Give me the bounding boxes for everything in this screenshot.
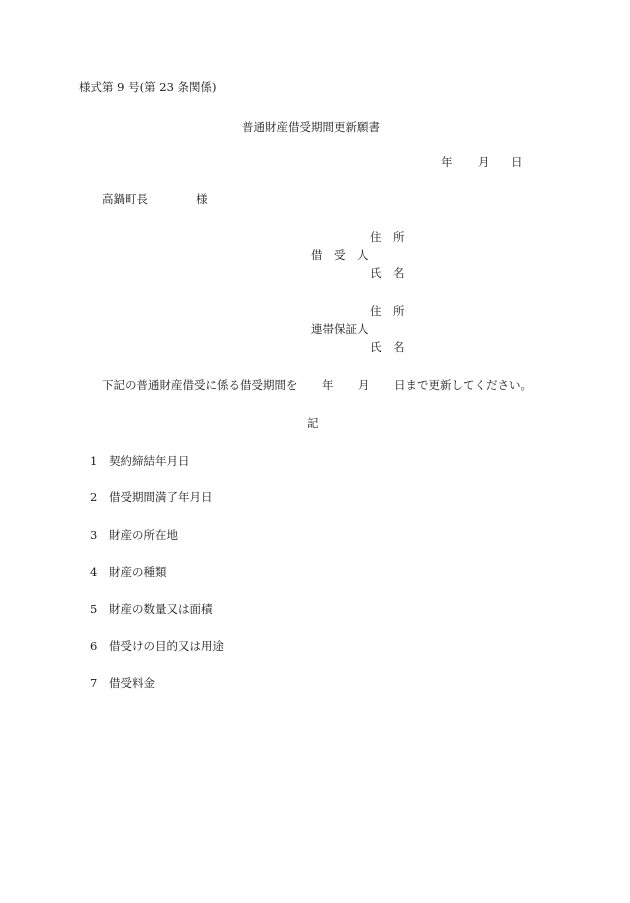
borrower-label: 借 受 人	[311, 248, 369, 262]
item-number: 7	[90, 676, 98, 690]
item-label: 契約締結年月日	[109, 454, 190, 468]
borrower-name-label: 氏 名	[370, 266, 405, 280]
item-number: 3	[90, 528, 98, 542]
document-title: 普通財産借受期間更新願書	[242, 120, 380, 134]
date-day: 日	[511, 155, 523, 169]
addressee-honorific: 様	[196, 192, 208, 206]
item-number: 2	[90, 490, 98, 504]
guarantor-address-label: 住 所	[370, 304, 405, 318]
request-text-part2: 日まで更新してください。	[394, 378, 532, 392]
guarantor-name-label: 氏 名	[370, 340, 405, 354]
item-label: 借受料金	[109, 676, 155, 690]
date-year: 年	[441, 155, 453, 169]
item-label: 財産の所在地	[109, 528, 178, 542]
item-label: 借受けの目的又は用途	[109, 639, 224, 653]
item-label: 借受期間満了年月日	[109, 490, 213, 504]
borrower-address-label: 住 所	[370, 230, 405, 244]
item-label: 財産の種類	[109, 565, 167, 579]
request-year: 年	[322, 378, 334, 392]
record-heading: 記	[307, 416, 319, 430]
item-number: 5	[90, 602, 98, 616]
request-month: 月	[358, 378, 370, 392]
form-number: 様式第 9 号(第 23 条関係)	[79, 80, 217, 94]
item-label: 財産の数量又は面積	[109, 602, 213, 616]
guarantor-label: 連帯保証人	[311, 322, 369, 336]
addressee-name: 高鍋町長	[102, 192, 148, 206]
date-month: 月	[478, 155, 490, 169]
request-text-part1: 下記の普通財産借受に係る借受期間を	[102, 378, 298, 392]
item-number: 6	[90, 639, 98, 653]
item-number: 1	[90, 454, 98, 468]
item-number: 4	[90, 565, 98, 579]
